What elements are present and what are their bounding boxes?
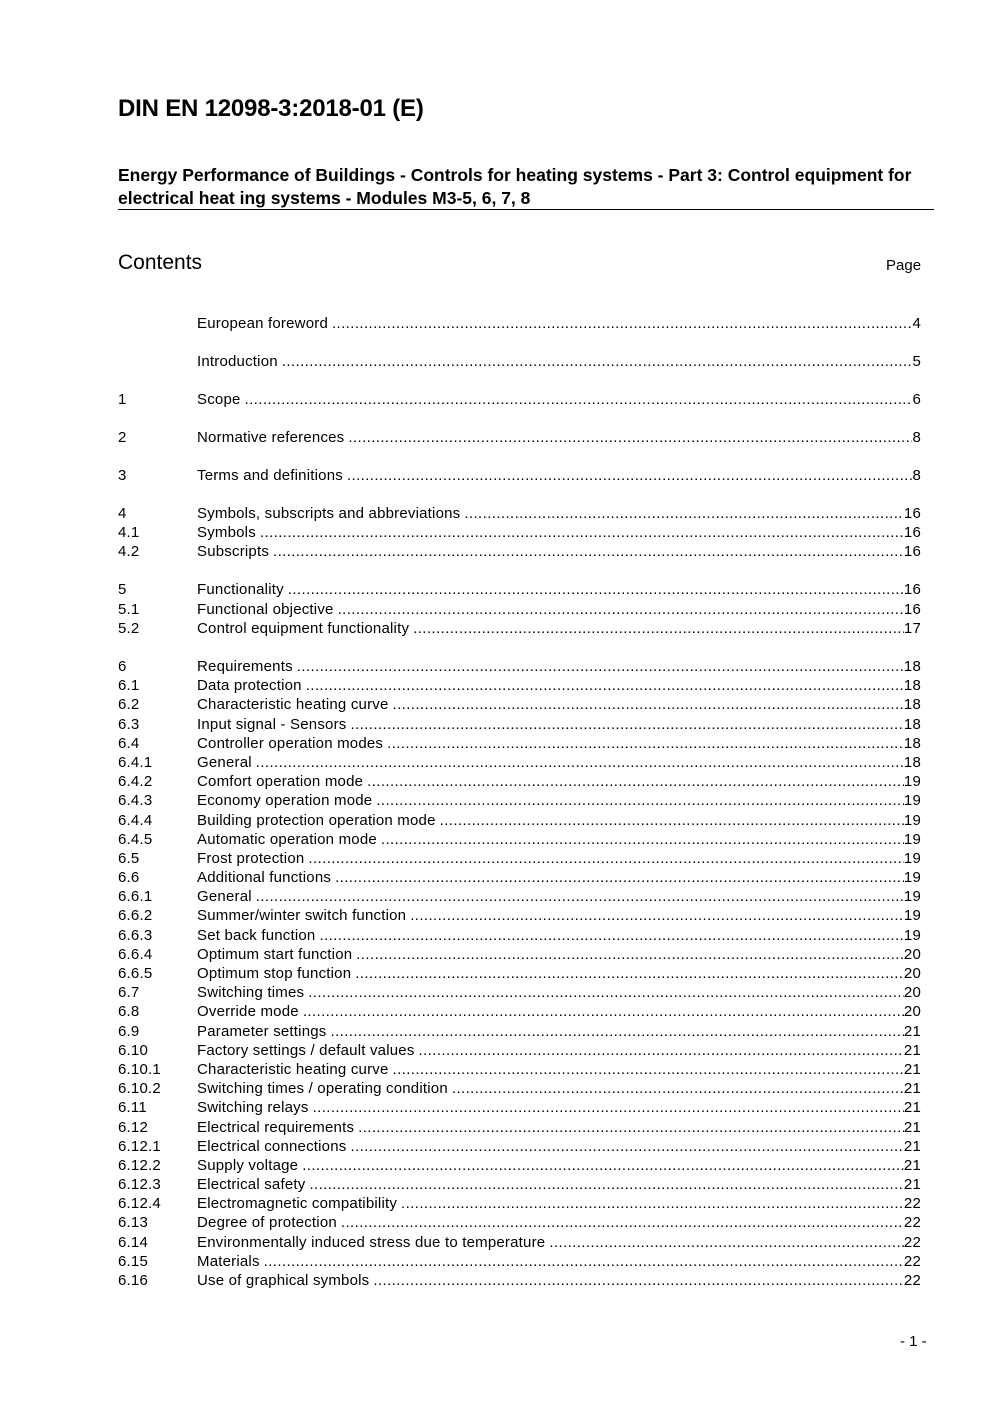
toc-entry[interactable] (118, 390, 921, 409)
toc-entry[interactable] (118, 428, 921, 447)
toc-entry-title: Use of graphical symbols (197, 1272, 370, 1290)
toc-dot-leader (256, 753, 904, 772)
toc-entry[interactable] (118, 849, 921, 868)
toc-dot-leader (348, 428, 912, 447)
toc-entry-title: Parameter settings (197, 1022, 327, 1040)
toc-entry-title: General (197, 888, 252, 906)
toc-dot-leader (264, 1252, 904, 1271)
document-subtitle: Energy Performance of Buildings - Controls for heating systems - Part 3: Control equipment for electrical heat ing systems - Modules M3-5, 6, 7, 8 (118, 165, 912, 208)
toc-entry[interactable] (118, 1156, 921, 1175)
toc-dot-leader (273, 542, 904, 561)
toc-dot-leader (341, 1213, 904, 1232)
toc-entry[interactable] (118, 983, 921, 1002)
toc-entry-number: 6.4.1 (118, 753, 153, 771)
toc-entry[interactable] (118, 1137, 921, 1156)
toc-entry-title: General (197, 753, 252, 771)
toc-dot-leader (313, 1098, 904, 1117)
toc-entry-page: 22 (903, 1252, 921, 1270)
toc-entry[interactable] (118, 964, 921, 983)
toc-entry-page: 22 (903, 1214, 921, 1232)
toc-entry-title: Subscripts (197, 543, 270, 561)
toc-dot-leader (282, 352, 913, 371)
toc-entry[interactable] (118, 906, 921, 925)
toc-dot-leader (245, 390, 913, 409)
footer-page-number: - 1 - (900, 1333, 927, 1350)
toc-entry-page: 20 (903, 965, 921, 983)
toc-entry-number: 5.2 (118, 619, 140, 637)
toc-entry[interactable] (118, 1022, 921, 1041)
toc-entry[interactable] (118, 466, 921, 485)
toc-entry-number: 6.2 (118, 696, 140, 714)
toc-entry[interactable] (118, 830, 921, 849)
toc-entry-number: 6.12.3 (118, 1176, 161, 1194)
toc-entry-number: 6.12.1 (118, 1137, 161, 1155)
toc-dot-leader (302, 1156, 904, 1175)
toc-entry-title: Characteristic heating curve (197, 1060, 389, 1078)
toc-entry-title: Electrical connections (197, 1137, 347, 1155)
toc-entry[interactable] (118, 772, 921, 791)
toc-entry-title: Materials (197, 1252, 260, 1270)
toc-entry-title: Switching relays (197, 1099, 309, 1117)
toc-entry-title: Symbols (197, 524, 256, 542)
toc-entry-number: 6.4.4 (118, 811, 153, 829)
toc-entry[interactable] (118, 1002, 921, 1021)
toc-entry-title: Input signal - Sensors (197, 715, 347, 733)
toc-entry-page: 8 (912, 428, 921, 446)
table-of-contents (118, 314, 921, 1290)
toc-entry-page: 21 (903, 1080, 921, 1098)
toc-dot-leader (401, 1194, 904, 1213)
toc-entry-title: Comfort operation mode (197, 773, 364, 791)
toc-entry-number: 6.6.5 (118, 965, 153, 983)
toc-entry-number: 6.9 (118, 1022, 140, 1040)
toc-entry[interactable] (118, 734, 921, 753)
toc-entry-page: 21 (903, 1060, 921, 1078)
toc-entry-page: 19 (903, 792, 921, 810)
toc-entry-page: 20 (903, 945, 921, 963)
toc-entry[interactable] (118, 1098, 921, 1117)
toc-dot-leader (419, 1041, 904, 1060)
toc-entry[interactable] (118, 1041, 921, 1060)
toc-entry-number: 6.6 (118, 869, 140, 887)
toc-entry-title: Control equipment functionality (197, 619, 410, 637)
toc-entry-number: 4 (118, 504, 127, 522)
toc-dot-leader (288, 580, 904, 599)
toc-entry-title: Optimum stop function (197, 965, 352, 983)
toc-entry-title: Electromagnetic compatibility (197, 1195, 398, 1213)
toc-entry[interactable] (118, 1194, 921, 1213)
toc-entry-title: Introduction (197, 352, 278, 370)
toc-dot-leader (256, 887, 904, 906)
toc-entry[interactable] (118, 1233, 921, 1252)
toc-entry[interactable] (118, 1175, 921, 1194)
toc-entry-number: 6.11 (118, 1099, 147, 1117)
toc-entry[interactable] (118, 868, 921, 887)
toc-dot-leader (549, 1233, 904, 1252)
toc-entry-page: 6 (912, 390, 921, 408)
toc-entry-page: 16 (903, 504, 921, 522)
toc-dot-leader (306, 676, 904, 695)
toc-entry-number: 6.4.2 (118, 773, 153, 791)
toc-dot-leader (381, 830, 904, 849)
toc-entry-page: 16 (903, 543, 921, 561)
toc-dot-leader (464, 504, 904, 523)
toc-entry-number: 6.14 (118, 1233, 148, 1251)
toc-entry-page: 21 (903, 1099, 921, 1117)
toc-entry-title: Optimum start function (197, 945, 353, 963)
toc-entry-title: Switching times / operating condition (197, 1080, 448, 1098)
toc-entry[interactable] (118, 811, 921, 830)
toc-dot-leader (303, 1002, 904, 1021)
toc-entry-title: Data protection (197, 677, 302, 695)
toc-entry[interactable] (118, 657, 921, 676)
toc-entry[interactable] (118, 695, 921, 714)
toc-entry-title: Economy operation mode (197, 792, 373, 810)
toc-entry[interactable] (118, 314, 921, 333)
toc-dot-leader (338, 600, 904, 619)
toc-entry-number: 5.1 (118, 600, 140, 618)
toc-entry[interactable] (118, 542, 921, 561)
toc-entry-number: 4.2 (118, 543, 140, 561)
toc-entry-title: Electrical requirements (197, 1118, 355, 1136)
toc-entry[interactable] (118, 1271, 921, 1290)
toc-entry[interactable] (118, 600, 921, 619)
toc-entry[interactable] (118, 504, 921, 523)
toc-entry-number: 6.3 (118, 715, 140, 733)
toc-entry-page: 21 (903, 1022, 921, 1040)
toc-entry-page: 8 (912, 466, 921, 484)
toc-entry-title: Normative references (197, 428, 345, 446)
toc-entry-page: 19 (903, 773, 921, 791)
toc-dot-leader (260, 523, 904, 542)
toc-entry-title: Characteristic heating curve (197, 696, 389, 714)
toc-entry[interactable] (118, 887, 921, 906)
toc-entry-title: Functionality (197, 581, 284, 599)
toc-dot-leader (331, 1022, 904, 1041)
toc-entry-page: 21 (903, 1176, 921, 1194)
toc-entry-page: 20 (903, 984, 921, 1002)
toc-dot-leader (347, 466, 913, 485)
toc-entry-page: 22 (903, 1233, 921, 1251)
toc-entry-page: 22 (903, 1272, 921, 1290)
toc-entry-page: 16 (903, 581, 921, 599)
toc-entry-title: Electrical safety (197, 1176, 306, 1194)
toc-entry-title: Set back function (197, 926, 316, 944)
toc-entry-page: 18 (903, 734, 921, 752)
toc-dot-leader (387, 734, 904, 753)
toc-dot-leader (376, 791, 904, 810)
toc-entry-title: Requirements (197, 658, 293, 676)
toc-dot-leader (410, 906, 904, 925)
toc-entry[interactable] (118, 523, 921, 542)
toc-dot-leader (440, 811, 904, 830)
toc-entry-page: 16 (903, 524, 921, 542)
toc-dot-leader (393, 1060, 904, 1079)
toc-entry-number: 6.1 (118, 677, 140, 695)
toc-entry-page: 21 (903, 1041, 921, 1059)
toc-entry-title: Terms and definitions (197, 466, 343, 484)
toc-entry-number: 6.12 (118, 1118, 148, 1136)
contents-heading: Contents (118, 251, 203, 274)
toc-entry-page: 19 (903, 869, 921, 887)
toc-entry-number: 6.7 (118, 984, 140, 1002)
toc-entry[interactable] (118, 1252, 921, 1271)
toc-dot-leader (355, 964, 904, 983)
toc-entry[interactable] (118, 676, 921, 695)
toc-dot-leader (319, 926, 903, 945)
toc-entry[interactable] (118, 753, 921, 772)
toc-entry-page: 18 (903, 677, 921, 695)
toc-entry-title: European foreword (197, 315, 328, 332)
toc-dot-leader (393, 695, 904, 714)
toc-entry[interactable] (118, 1060, 921, 1079)
toc-dot-leader (308, 983, 904, 1002)
toc-entry-title: Scope (197, 390, 241, 408)
toc-entry-number: 6.4 (118, 734, 140, 752)
toc-entry-number: 6.10.1 (118, 1060, 161, 1078)
toc-entry[interactable] (118, 619, 921, 638)
toc-entry-number: 1 (118, 390, 127, 408)
title-rule (118, 209, 934, 210)
document-title: DIN EN 12098-3:2018-01 (E) (118, 95, 424, 122)
toc-entry-page: 21 (903, 1137, 921, 1155)
toc-entry-page: 18 (903, 658, 921, 676)
toc-entry-page: 4 (912, 315, 921, 332)
toc-entry-title: Environmentally induced stress due to temperature (197, 1233, 546, 1251)
toc-dot-leader (350, 1137, 903, 1156)
toc-entry-number: 2 (118, 428, 127, 446)
toc-entry-page: 19 (903, 811, 921, 829)
toc-entry-page: 19 (903, 926, 921, 944)
toc-entry-number: 6.8 (118, 1003, 140, 1021)
toc-entry[interactable] (118, 791, 921, 810)
toc-entry-page: 17 (903, 619, 921, 637)
toc-dot-leader (367, 772, 904, 791)
toc-entry-page: 16 (903, 600, 921, 618)
toc-entry-title: Supply voltage (197, 1156, 299, 1174)
toc-entry-number: 6.16 (118, 1272, 148, 1290)
toc-entry-page: 18 (903, 753, 921, 771)
toc-entry-title: Summer/winter switch function (197, 907, 407, 925)
toc-entry-title: Override mode (197, 1003, 299, 1021)
toc-entry-page: 5 (912, 352, 921, 370)
toc-entry[interactable] (118, 715, 921, 734)
toc-entry-number: 5 (118, 581, 127, 599)
toc-entry[interactable] (118, 1079, 921, 1098)
toc-entry-page: 22 (903, 1195, 921, 1213)
toc-entry-title: Frost protection (197, 849, 305, 867)
toc-entry-page: 19 (903, 849, 921, 867)
toc-entry-page: 19 (903, 888, 921, 906)
toc-entry-number: 6.13 (118, 1214, 148, 1232)
toc-entry-number: 6.4.3 (118, 792, 153, 810)
toc-dot-leader (452, 1079, 904, 1098)
toc-dot-leader (373, 1271, 904, 1290)
toc-entry-number: 6.15 (118, 1252, 148, 1270)
toc-entry-page: 21 (903, 1156, 921, 1174)
toc-entry-page: 19 (903, 907, 921, 925)
toc-dot-leader (309, 1175, 903, 1194)
toc-entry-title: Functional objective (197, 600, 334, 618)
toc-dot-leader (297, 657, 904, 676)
toc-entry-number: 6.6.2 (118, 907, 153, 925)
toc-entry-title: Degree of protection (197, 1214, 337, 1232)
toc-dot-leader (358, 1118, 904, 1137)
toc-entry-page: 18 (903, 715, 921, 733)
toc-entry[interactable] (118, 352, 921, 371)
toc-entry-number: 6.10.2 (118, 1080, 161, 1098)
toc-entry-number: 6 (118, 658, 127, 676)
toc-entry[interactable] (118, 945, 921, 964)
toc-entry-number: 6.10 (118, 1041, 148, 1059)
toc-entry-number: 6.6.3 (118, 926, 153, 944)
toc-entry-number: 4.1 (118, 524, 140, 542)
toc-entry-page: 18 (903, 696, 921, 714)
toc-entry-title: Additional functions (197, 869, 332, 887)
toc-entry-page: 21 (903, 1118, 921, 1136)
toc-entry-title: Building protection operation mode (197, 811, 436, 829)
toc-entry-title: Controller operation modes (197, 734, 384, 752)
toc-dot-leader (308, 849, 903, 868)
toc-entry-page: 19 (903, 830, 921, 848)
toc-entry-number: 3 (118, 466, 127, 484)
toc-entry-number: 6.5 (118, 849, 140, 867)
toc-entry-title: Switching times (197, 984, 305, 1002)
toc-entry-number: 6.12.2 (118, 1156, 161, 1174)
toc-entry-number: 6.6.1 (118, 888, 153, 906)
toc-entry-title: Factory settings / default values (197, 1041, 415, 1059)
toc-dot-leader (413, 619, 904, 638)
toc-dot-leader (335, 868, 904, 887)
toc-entry-number: 6.6.4 (118, 945, 153, 963)
toc-entry-title: Symbols, subscripts and abbreviations (197, 504, 461, 522)
toc-dot-leader (332, 314, 912, 333)
toc-entry[interactable] (118, 580, 921, 599)
toc-entry-title: Automatic operation mode (197, 830, 377, 848)
toc-entry-number: 6.4.5 (118, 830, 153, 848)
page-column-heading: Page (886, 257, 922, 274)
toc-entry[interactable] (118, 926, 921, 945)
toc-entry[interactable] (118, 1213, 921, 1232)
toc-entry-page: 20 (903, 1003, 921, 1021)
toc-dot-leader (350, 715, 903, 734)
toc-dot-leader (356, 945, 904, 964)
toc-entry[interactable] (118, 1118, 921, 1137)
toc-entry-number: 6.12.4 (118, 1195, 161, 1213)
